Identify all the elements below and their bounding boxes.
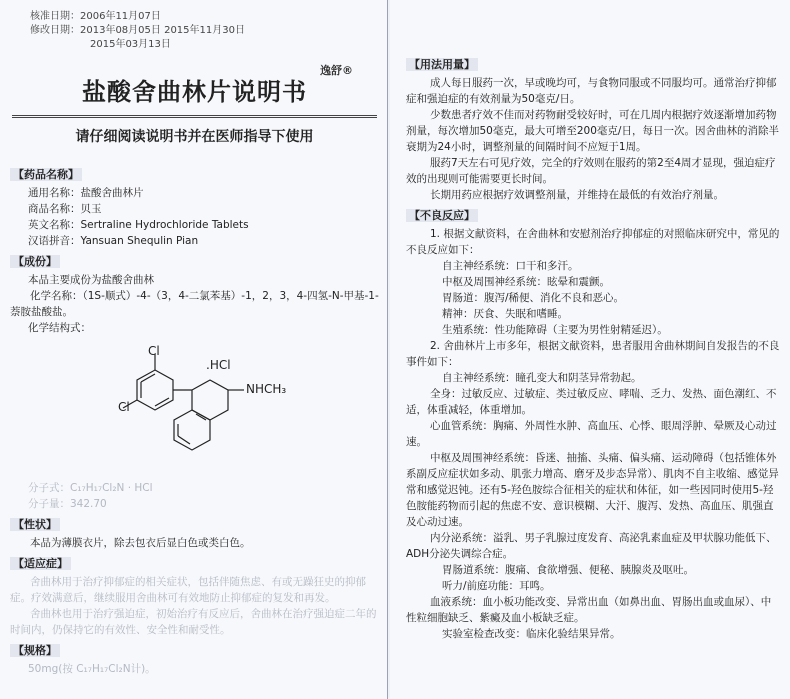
molecular-formula: 分子式：C₁₇H₁₇Cl₂N · HCl <box>28 482 153 494</box>
section-heading-adverse: 【不良反应】 <box>406 209 780 223</box>
dosage-text-2: 少数患者疗效不佳而对药物耐受较好时，可在几周内根据疗效逐渐增加药物剂量，每次增加50毫克，最大可增至200毫克/日，每日一次。因舍曲林的消除半衰期为24小时，调整剂量的间隔时间不应短于1周。 <box>406 109 779 153</box>
adverse-item: 中枢及周围神经系统：昏迷、抽搐、头痛、偏头痛、运动障碍（包括锥体外系副反应症状如多动、肌张力增高、磨牙及步态异常）、肌肉不自主收缩、感觉异常和感觉迟钝。还有5-羟色胺综合征相关的症状和体征，如一些因同时使用5-羟色胺能药物而引起的焦虑不安、意识模糊、大汗、腹泻、发热、高血压、肌强直及心动过速。 <box>406 452 779 528</box>
section-heading-indications: 【适应症】 <box>10 557 379 571</box>
dosage-text-1: 成人每日服药一次，早或晚均可，与食物同服或不同服均可。通常治疗抑郁症和强迫症的有效剂量为50毫克/日。 <box>406 77 777 105</box>
nhch3-label: NHCH₃ <box>246 382 287 396</box>
adverse-item: 内分泌系统：溢乳、男子乳腺过度发育、高泌乳素血症及甲状腺功能低下、ADH分泌失调综合症。 <box>406 532 777 560</box>
indications-text-1: 舍曲林用于治疗抑郁症的相关症状，包括伴随焦虑、有或无躁狂史的抑郁症。疗效满意后，继续服用舍曲林可有效地防止抑郁症的复发和再发。 <box>10 576 366 604</box>
right-column <box>390 0 790 699</box>
adverse-item: 心血管系统：胸痛、外周性水肿、高血压、心悸、眼周浮肿、晕厥及心动过速。 <box>406 420 777 448</box>
document-subtitle: 请仔细阅读说明书并在医师指导下使用 <box>12 115 377 152</box>
revise-date: 修改日期：2013年08月05日 2015年11月30日 <box>30 25 245 36</box>
approve-date: 核准日期：2006年11月07日 <box>30 11 161 22</box>
adverse-item: 中枢及周围神经系统：眩晕和震颤。 <box>442 276 610 288</box>
generic-name: 通用名称：盐酸舍曲林片 <box>28 187 144 199</box>
cl-label-left: Cl <box>118 400 130 414</box>
adverse-item: 胃肠道：腹泻/稀便、消化不良和恶心。 <box>442 292 625 304</box>
pinyin-name: 汉语拼音：Yansuan Shequlin Pian <box>28 235 199 247</box>
adverse-item: 精神：厌食、失眠和嗜睡。 <box>442 308 568 320</box>
adverse-item: 自主神经系统：口干和多汗。 <box>442 260 579 272</box>
section-heading-dosage: 【用法用量】 <box>406 58 780 72</box>
english-name: 英文名称：Sertraline Hydrochloride Tablets <box>28 219 249 231</box>
revise-date-2: 2015年03月13日 <box>90 39 171 50</box>
properties-text: 本品为薄膜衣片，除去包衣后显白色或类白色。 <box>30 537 251 549</box>
document-title: 盐酸舍曲林片说明书 <box>82 78 307 106</box>
adverse-item: 血液系统：血小板功能改变、异常出血（如鼻出血、胃肠出血或血尿）、中性粒细胞缺乏、紫癜及血小板缺乏症。 <box>406 596 772 624</box>
adverse-intro-1: 1. 根据文献资料，在舍曲林和安慰剂治疗抑郁症的对照临床研究中，常见的不良反应如下： <box>406 228 780 256</box>
adverse-item: 听力/前庭功能：耳鸣。 <box>442 580 551 592</box>
left-column <box>0 0 388 699</box>
adverse-item: 生殖系统：性功能障碍（主要为男性射精延迟）。 <box>442 324 668 336</box>
chemical-name: 化学名称：（1S-顺式）-4-（3，4-二氯苯基）-1，2，3，4-四氢-N-甲基-1-萘胺盐酸盐。 <box>10 290 379 318</box>
dosage-text-3: 服药7天左右可见疗效，完全的疗效则在服药的第2至4周才显现，强迫症疗效的出现则可能需要更长时间。 <box>406 157 776 185</box>
main-ingredient: 本品主要成份为盐酸舍曲林 <box>28 274 154 286</box>
section-heading-drug-name: 【药品名称】 <box>10 168 379 182</box>
hcl-label: .HCl <box>206 358 231 372</box>
adverse-item: 自主神经系统：瞳孔变大和阴茎异常勃起。 <box>442 372 642 384</box>
brand-logo: 逸舒® <box>320 64 353 77</box>
molecular-weight: 分子量：342.70 <box>28 498 107 510</box>
section-heading-composition: 【成份】 <box>10 255 379 269</box>
chemical-structure <box>10 340 379 480</box>
cl-label-top: Cl <box>148 344 160 358</box>
brand-name: 商品名称：贝玉 <box>28 203 102 215</box>
date-header <box>30 10 379 77</box>
section-heading-properties: 【性状】 <box>10 518 379 532</box>
adverse-intro-2: 2. 舍曲林片上市多年，根据文献资料，患者服用舍曲林期间自发报告的不良事件如下： <box>406 340 780 368</box>
adverse-item: 实验室检查改变：临床化验结果异常。 <box>442 628 621 640</box>
structure-label: 化学结构式： <box>28 322 91 334</box>
adverse-item: 全身：过敏反应、过敏症、类过敏反应、哮喘、乏力、发热、面色潮红、不适，体重减轻，体重增加。 <box>406 388 777 416</box>
adverse-item: 胃肠道系统：腹痛、食欲增强、便秘、胰腺炎及呕吐。 <box>442 564 694 576</box>
dosage-text-4: 长期用药应根据疗效调整剂量，并维持在最低的有效治疗剂量。 <box>430 189 724 201</box>
spec-text: 50mg(按 C₁₇H₁₇Cl₂N计)。 <box>28 663 156 675</box>
section-heading-spec: 【规格】 <box>10 644 379 658</box>
indications-text-2: 舍曲林也用于治疗强迫症，初始治疗有反应后，舍曲林在治疗强迫症二年的时间内，仍保持它的有效性、安全性和耐受性。 <box>10 608 377 636</box>
